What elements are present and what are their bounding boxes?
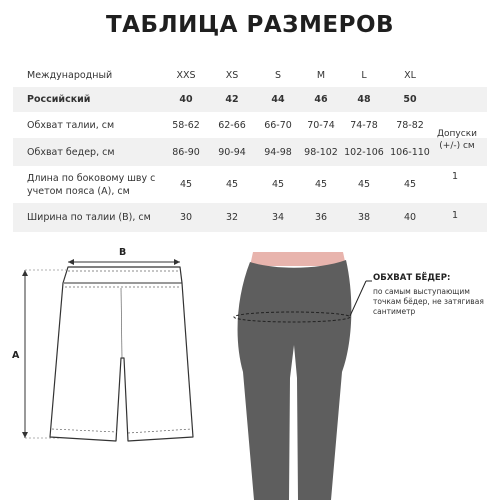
table-cell: 45 [271,179,285,190]
callout-title: ОБХВАТ БЁДЕР: [373,273,451,283]
table-cell: 70-74 [307,119,335,131]
table-cell: 106-110 [390,146,430,158]
shorts-outline [50,267,193,441]
arrow-up-icon [22,270,28,276]
table-cell: 45 [403,179,417,190]
row-label: Международный [27,69,113,81]
row-label: Длина по боковому шву с учетом пояса (А), см [27,172,156,197]
table-cell: 58-62 [172,119,200,131]
table-cell: 48 [357,94,371,105]
table-cell: 94-98 [264,146,292,158]
skin-torso [250,252,346,266]
callout-text: по самым выступающим точкам бёдер, не затягивая сантиметр [373,287,484,316]
row-label: Ширина по талии (В), см [27,212,151,223]
leggings-figure [238,260,352,500]
table-cell: XL [404,69,416,81]
table-cell: 50 [403,94,417,105]
tolerance-value: 1 [451,210,459,221]
table-cell: XXS [176,69,196,81]
table-cell: 86-90 [172,146,200,158]
table-cell: L [361,69,367,81]
table-cell: 62-66 [218,119,246,131]
dimension-label-b: B [119,247,127,258]
tolerance-value: 1 [451,171,459,182]
dimension-label-a: А [12,350,20,361]
table-cell: 45 [357,179,371,190]
table-cell: 38 [357,212,371,223]
table-cell: 45 [314,179,328,190]
arrow-right-icon [174,259,180,265]
table-cell: 42 [225,94,239,105]
row-label: Российский [27,94,91,105]
table-cell: XS [225,69,239,81]
table-cell: 66-70 [264,119,292,131]
table-cell: 78-82 [396,119,424,131]
callout-pointer [350,281,366,316]
table-cell: 34 [271,212,285,223]
tolerance-header: Допуски (+/-) см [437,129,477,151]
table-cell: 40 [403,212,417,223]
table-cell: 44 [271,94,285,105]
row-label: Обхват бедер, см [27,146,115,158]
table-cell: 36 [314,212,328,223]
row-label: Обхват талии, см [27,119,115,131]
table-cell: 45 [225,179,239,190]
table-cell: 32 [225,212,239,223]
arrow-left-icon [68,259,74,265]
table-cell: 102-106 [344,146,384,158]
table-cell: M [316,69,326,81]
table-cell: S [274,69,282,81]
table-cell: 46 [314,94,328,105]
page-title: ТАБЛИЦА РАЗМЕРОВ [105,12,395,38]
table-cell: 98-102 [304,146,338,158]
table-cell: 45 [179,179,193,190]
table-cell: 90-94 [218,146,246,158]
table-cell: 74-78 [350,119,378,131]
arrow-down-icon [22,432,28,438]
table-cell: 30 [179,212,193,223]
table-cell: 40 [179,94,193,105]
